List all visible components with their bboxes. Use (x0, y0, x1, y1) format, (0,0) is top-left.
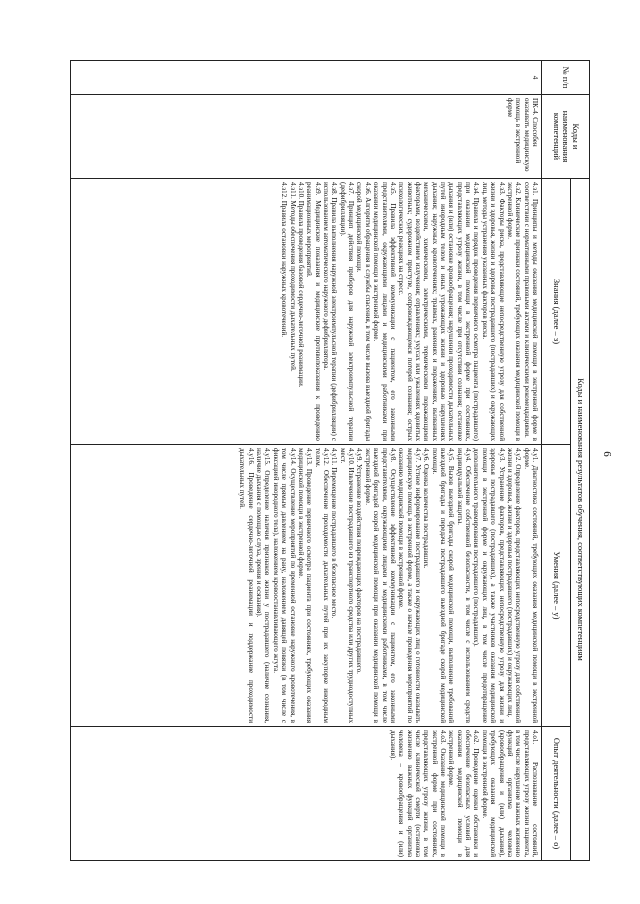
experience-item: 4.о1. Распознавание состояний, представляющих угрозу жизни пациента, в том числе нарушение важных жизненно функций организма человека (кровообращения и (или) дыхания), требующих оказания медицинской помощи в экстренной форме. (480, 730, 539, 858)
row-competence: ПК-4. Способен оказывать медицинскую помощь в экстренной форме (71, 95, 542, 179)
knowledge-item: 4.з10. Правила проведения базовой сердечно-легочной реанимации. (296, 182, 305, 388)
skill-item: 4.у8. Осуществление эффективной коммуникации с пациентом, его законными представителями, окружающими лицами и медицинскими работниками, в том числе выездной бригадой скорой медицинской помощи при оказании медицинской помощи в экстренной форме. (363, 448, 397, 723)
row-num: 4 (71, 61, 542, 95)
table-row (71, 61, 542, 861)
knowledge-item: 4.з9. Медицинские показания и медицинские противопоказания к проведению реанимационных мероприятий. (305, 182, 322, 441)
skill-item: 4.у1. Диагностика состояний, требующих оказания медицинской помощи в экстренной форме. (522, 448, 539, 723)
skill-item: 4.у5. Вызов выездной бригады скорой медицинской помощи, выполнение требований выездной бригады и передача пострадавшего выездной бригаде скорой медицинской помощи. (430, 448, 456, 723)
skill-item: 4.у2. Определение факторов, представляющих непосредственную угрозу для собственной жизни и здоровья, жизни и здоровья пострадавшего (пострадавших) и окружающих лиц. (505, 448, 523, 723)
row-knowledge (71, 179, 542, 445)
header-skills: Умения (далее – у) (542, 445, 571, 727)
skill-item: 4.у13. Проведение первичного осмотра пациента при состояниях, требующих оказания медицинской помощи в экстренной форме. (296, 448, 314, 723)
header-experience: Опыт деятельности (далее – о) (542, 727, 571, 861)
knowledge-item: 4.з2. Клинические признаки состояний, требующих оказания медицинской помощи в экстренной форме. (505, 182, 523, 441)
skill-item: 4.у9. Устранение воздействия повреждающих факторов на пострадавшего. (355, 448, 364, 674)
header-knowledge: Знания (далее – з) (542, 179, 571, 445)
skill-item: 4.у7. Устное информирование пострадавшего и окружающих лиц о готовности оказывать медицинскую помощь в экстренной форме, а также о начале проведения мероприятий по оказанию медицинской помощи в экстренной форме. (397, 448, 422, 723)
skill-item: 4.у15. Определение наличия признаков жизни у пострадавшего (наличие сознания, наличие дыхания с помощью слуха, зрения и осязания). (255, 448, 272, 723)
experience-item: 4.о2. Проведение оценки обстановки и обеспечение безопасных условий для оказания медицинской помощи в экстренной форме. (447, 730, 481, 858)
competence-table (70, 60, 590, 861)
skill-item: 4.у4. Обеспечение собственной безопасности, в том числе с использованием средств индивидуальной защиты. (455, 448, 473, 723)
experience-item: 4.о3. Оказание медицинской помощи в экстренной форме при состояниях, представляющих угрозу жизни, в том числе клинической смерти (остановка жизненно важных функций организма человека – кровообращения и (или) дыхания). (388, 730, 448, 858)
skill-item: 4.у12. Обеспечение проходимости дыхательных путей при их закупорке инородным телом. (313, 448, 331, 723)
knowledge-item: 4.з7. Принцип действия приборов для наружной электроимпульсной терапии (дефибрилляции). (338, 182, 356, 441)
skill-item: 4.у10. Извлечение пострадавшего из транспортного средства или других труднодоступных мест. (338, 448, 356, 723)
skill-item: 4.у16. Проведение сердечно-легочной реанимации и поддержание проходимости дыхательных путей. (238, 448, 255, 723)
header-codes: Коды и наименования компетенций (542, 95, 590, 179)
skill-item: 4.у6. Оценка количества пострадавших. (422, 448, 431, 569)
knowledge-item: 4.з8. Правила выполнения наружной электроимпульсной терапии (дефибрилляции) с использованием автоматического наружного дефибриллятора. (322, 182, 339, 441)
knowledge-item: 4.з11. Методы обеспечения проходимости дыхательных путей. (288, 182, 297, 372)
row-skills (71, 445, 542, 727)
skill-item: 4.у11. Перемещение пострадавшего в безопасное место. (330, 448, 339, 619)
knowledge-item: 4.з1. Принципы и методы оказания медицинской помощи в экстренной форме в соответствии с нормативными правовыми актами и клиническими рекомендациями. (522, 182, 539, 441)
skill-item: 4.у3. Устранение факторов, представляющих непосредственную угрозу для жизни и здоровья пострадавшего (пострадавших), а также участников оказания медицинской помощи в экстренной форме и окружающих лиц, в том числе предотвращение дополнительного травмирования пострадавшего (пострадавших). (472, 448, 506, 723)
skill-item: 4.у14. Осуществление мероприятий по временной остановке наружного кровотечения, в том числе прямым давлением на рану, наложением давящей повязки (в том числе с фиксацией инородного тела), наложением кровоостанавливающего жгута. (271, 448, 297, 723)
knowledge-item: 4.з6. Алгоритм обращения в службы спасения, в том числе вызова выездной бригады скорой медицинской помощи. (355, 182, 372, 441)
knowledge-item: 4.з12. Правила остановки наружных кровотечений. (280, 182, 289, 337)
header-num: № п/п (542, 61, 590, 95)
knowledge-item: 4.з4. Правила и порядок проведения первичного осмотра пациента (пострадавшего) при оказании медицинской помощи в экстренной форме при состояниях, представляющих угрозу жизни, в том числе при отсутствии сознания; остановке дыхания и (или) остановке кровообращения; нарушении проходимости дыхательных путей инородным телом и иных угрожающих жизни и здоровью нарушениях дыхания; наружных кровотечениях; травмах, ранениях и поражениях, вызванных механическими, химическими, электрическими, термическими поражающими факторами, воздействием излучения; отравлениях; укусах или ужалениях ядовитых животных; судорожном приступе, сопровождающемся потерей сознания; острых психологических реакциях на стресс. (397, 182, 481, 441)
rotated-table-wrapper (70, 60, 590, 860)
header-group: Коды и наименования результатов обучения, соответствующих компетенциям (571, 179, 590, 861)
page-number: 6 (600, 451, 613, 457)
row-experience (71, 727, 542, 861)
knowledge-item: 4.з5. Правила эффективной коммуникации с пациентом, его законными представителями, окружающими лицами и медицинскими работниками при оказании медицинской помощи в экстренной форме. (372, 182, 397, 441)
knowledge-item: 4.з3. Факторы риска, представляющие непосредственную угрозу для собственной жизни и здоровья, жизни и здоровья пострадавшего (пострадавших) и окружающих лиц, методы устранения указанных факторов риска. (480, 182, 506, 441)
